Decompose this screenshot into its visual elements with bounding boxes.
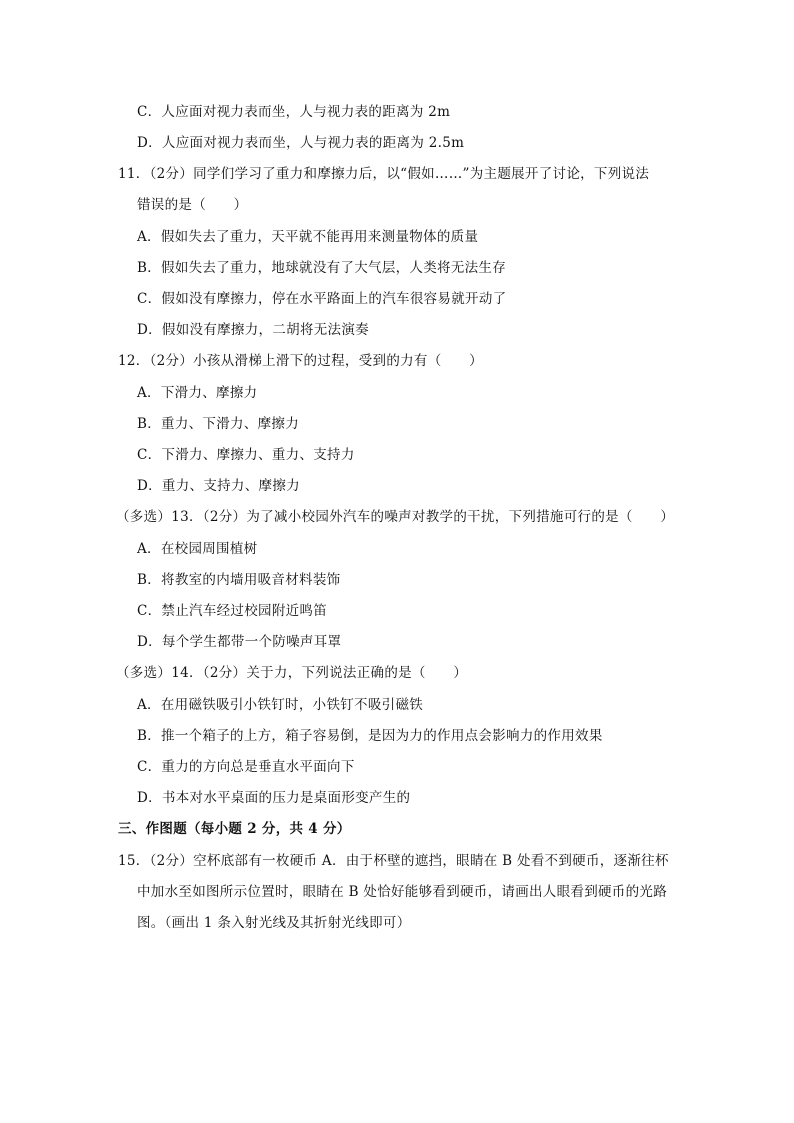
q14-option-b: B．推一个箱子的上方，箱子容易倒，是因为力的作用点会影响力的作用效果 — [137, 728, 603, 744]
q12-option-c: C．下滑力、摩擦力、重力、支持力 — [137, 447, 355, 463]
q15-stem-line2: 中加水至如图所示位置时，眼睛在 B 处恰好能够看到硬币，请画出人眼看到硬币的光路 — [137, 884, 668, 900]
q14-option-c: C．重力的方向总是垂直水平面向下 — [137, 759, 355, 775]
section-heading: 三、作图题（每小题 2 分，共 4 分） — [118, 821, 351, 837]
q12-stem: 12．（2分）小孩从滑梯上滑下的过程，受到的力有（ ） — [118, 353, 483, 369]
q13-option-d: D．每个学生都带一个防噪声耳罩 — [137, 634, 342, 650]
q11-option-a: A．假如失去了重力，天平就不能再用来测量物体的质量 — [137, 229, 479, 245]
q14-option-d: D．书本对水平桌面的压力是桌面形变产生的 — [137, 790, 411, 806]
q13-option-a: A．在校园周围植树 — [137, 541, 258, 557]
q12-option-b: B．重力、下滑力、摩擦力 — [137, 416, 300, 432]
q13-stem: （多选）13．（2分）为了减小校园外汽车的噪声对教学的干扰，下列措施可行的是（ ） — [116, 509, 675, 525]
q11-option-d: D．假如没有摩擦力，二胡将无法演奏 — [137, 322, 369, 338]
q12-option-d: D．重力、支持力、摩擦力 — [137, 478, 300, 494]
q11-stem-line1: 11．（2分）同学们学习了重力和摩擦力后，以“假如……”为主题展开了讨论，下列说法 — [118, 166, 650, 182]
q11-stem-line2: 错误的是（ ） — [137, 197, 248, 213]
q13-option-b: B．将教室的内墙用吸音材料装饰 — [137, 572, 341, 588]
q15-stem-line1: 15．（2分）空杯底部有一枚硬币 A．由于杯壁的遮挡，眼睛在 B 处看不到硬币，逐渐往杯 — [118, 853, 669, 869]
q11-option-c: C．假如没有摩擦力，停在水平路面上的汽车很容易就开动了 — [137, 291, 507, 307]
q13-option-c: C．禁止汽车经过校园附近鸣笛 — [137, 603, 328, 619]
q15-stem-line3: 图。（画出 1 条入射光线及其折射光线即可） — [137, 915, 411, 931]
q14-option-a: A．在用磁铁吸引小铁钉时，小铁钉不吸引磁铁 — [137, 697, 424, 713]
q14-stem: （多选）14．（2分）关于力，下列说法正确的是（ ） — [116, 665, 468, 681]
q12-option-a: A．下滑力、摩擦力 — [137, 385, 258, 401]
q11-option-b: B．假如失去了重力，地球就没有了大气层，人类将无法生存 — [137, 260, 507, 276]
q10-option-c: C．人应面对视力表而坐，人与视力表的距离为 2m — [137, 104, 451, 120]
q10-option-d: D．人应面对视力表而坐，人与视力表的距离为 2.5m — [137, 135, 465, 151]
